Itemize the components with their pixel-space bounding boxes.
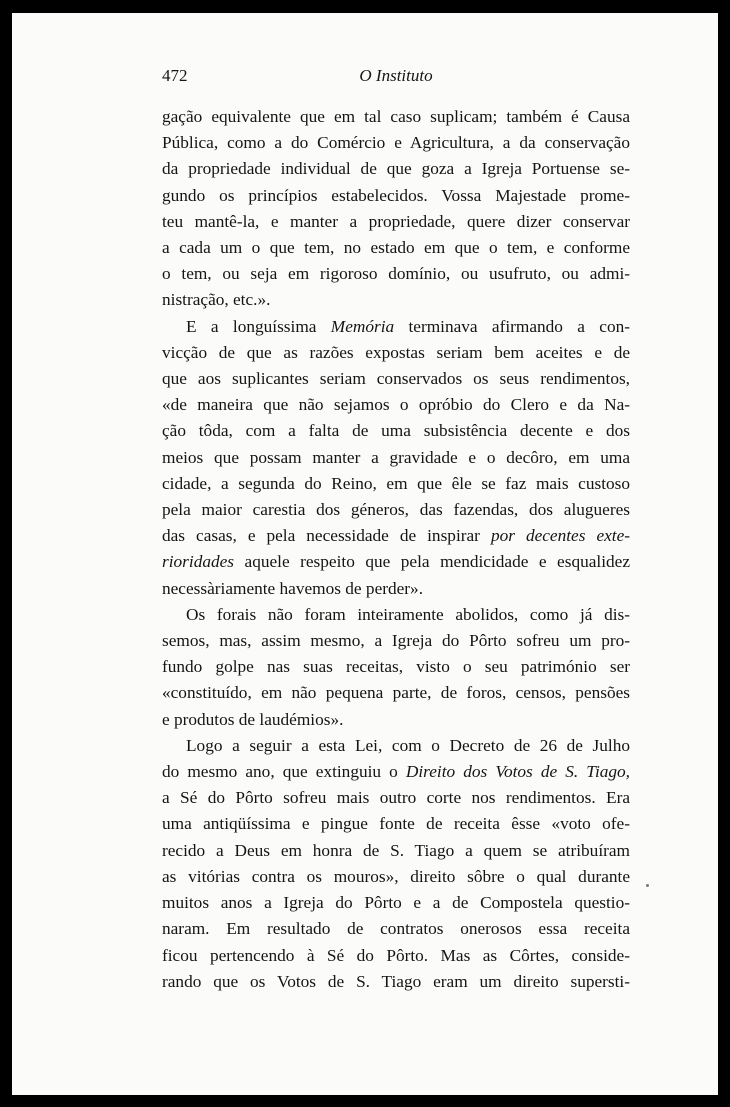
text-run: que aos suplicantes seriam conservados os seus rendimentos, — [162, 369, 630, 389]
text-run: gundo os princípios estabelecidos. Vossa Majestade prome- — [162, 185, 630, 205]
page-speck — [646, 884, 649, 887]
text-line — [162, 156, 630, 182]
text-run: Os forais não foram inteiramente abolidos, como já dis- — [186, 604, 630, 624]
text-line — [162, 943, 630, 969]
text-line — [162, 916, 630, 942]
text-run: teu mantê-la, e manter a propriedade, quere dizer conservar — [162, 211, 630, 231]
text-line — [162, 104, 630, 130]
paragraph — [162, 733, 630, 995]
text-line — [162, 392, 630, 418]
text-run: terminava afirmando a con- — [394, 316, 631, 336]
text-run: «de maneira que não sejamos o opróbio do Clero e da Na- — [162, 395, 630, 415]
text-line — [162, 759, 630, 785]
body-text — [162, 104, 630, 995]
text-run: Pública, como a do Comércio e Agricultura, a da conservação — [162, 133, 630, 153]
text-run: recido a Deus em honra de S. Tiago a quem se atribuíram — [162, 840, 630, 860]
text-line — [162, 209, 630, 235]
text-line — [162, 576, 630, 602]
text-run: ficou pertencendo à Sé do Pôrto. Mas as Côrtes, conside- — [162, 945, 630, 965]
text-line — [162, 864, 630, 890]
text-line — [162, 733, 630, 759]
text-line — [162, 811, 630, 837]
italic-text-run: por decentes exte- — [490, 526, 631, 546]
text-line — [162, 785, 630, 811]
text-line — [162, 654, 630, 680]
text-run: cidade, a segunda do Reino, em que êle se faz mais custoso — [162, 473, 630, 493]
italic-text-run: rioridades — [162, 552, 235, 572]
text-run: das casas, e pela necessidade de inspirar — [162, 526, 491, 546]
text-line — [162, 497, 630, 523]
text-run: da propriedade individual de que goza a Igreja Portuense se- — [162, 159, 630, 179]
text-line — [162, 418, 630, 444]
text-line — [162, 287, 630, 313]
running-head-title: O Instituto — [359, 66, 433, 85]
text-line — [162, 471, 630, 497]
text-run: nistração, etc.». — [162, 290, 271, 310]
text-run: muitos anos a Igreja do Pôrto e a de Compostela questio- — [162, 893, 630, 913]
text-line — [162, 235, 630, 261]
text-run: semos, mas, assim mesmo, a Igreja do Pôrto sofreu um pro- — [162, 631, 630, 651]
text-run: ção tôda, com a falta de uma subsistência decente e dos — [162, 421, 630, 441]
text-line — [162, 838, 630, 864]
text-run: aquele respeito que pela mendicidade e esqualidez — [234, 552, 630, 572]
text-line — [162, 340, 630, 366]
text-run: naram. Em resultado de contratos onerosos essa receita — [162, 919, 630, 939]
page-number: 472 — [162, 66, 188, 85]
text-run: rando que os Votos de S. Tiago eram um direito supersti- — [162, 971, 630, 991]
text-line — [162, 445, 630, 471]
text-line — [162, 549, 630, 575]
text-run: vicção de que as razões expostas seriam bem aceites e de — [162, 342, 630, 362]
paragraph — [162, 602, 630, 733]
text-line — [162, 183, 630, 209]
text-run: o tem, ou seja em rigoroso domínio, ou usufruto, ou admi- — [162, 264, 630, 284]
text-line — [162, 680, 630, 706]
text-line — [162, 602, 630, 628]
text-run: E a longuíssima — [186, 316, 331, 336]
text-line — [162, 261, 630, 287]
text-run: gação equivalente que em tal caso suplicam; também é Causa — [162, 107, 630, 126]
text-run: e produtos de laudémios». — [162, 709, 344, 729]
text-run: do mesmo ano, que extinguiu o — [162, 762, 406, 782]
text-run: as vitórias contra os mouros», direito sôbre o qual durante — [162, 866, 630, 886]
text-run: a Sé do Pôrto sofreu mais outro corte nos rendimentos. Era — [162, 788, 630, 808]
text-line — [162, 366, 630, 392]
text-line — [162, 628, 630, 654]
text-run: necessàriamente havemos de perder». — [162, 578, 424, 598]
text-run: meios que possam manter a gravidade e o decôro, em uma — [162, 447, 630, 467]
text-line — [162, 890, 630, 916]
paragraph — [162, 314, 630, 602]
running-head — [162, 66, 630, 94]
text-run: fundo golpe nas suas receitas, visto o seu património ser — [162, 657, 630, 677]
text-run: pela maior carestia dos géneros, das fazendas, dos alugueres — [162, 500, 630, 520]
text-run: Logo a seguir a esta Lei, com o Decreto de 26 de Julho — [186, 735, 630, 755]
italic-text-run: Memória — [330, 316, 395, 336]
text-run: a cada um o que tem, no estado em que o tem, e conforme — [162, 238, 630, 258]
text-line — [162, 314, 630, 340]
text-run: uma antiqüíssima e pingue fonte de receita êsse «voto ofe- — [162, 814, 630, 834]
text-line — [162, 523, 630, 549]
text-line — [162, 969, 630, 995]
text-line — [162, 707, 630, 733]
paragraph — [162, 104, 630, 314]
text-line — [162, 130, 630, 156]
text-run: «constituído, em não pequena parte, de foros, censos, pensões — [162, 683, 630, 703]
italic-text-run: Direito dos Votos de S. Tiago, — [405, 762, 630, 782]
